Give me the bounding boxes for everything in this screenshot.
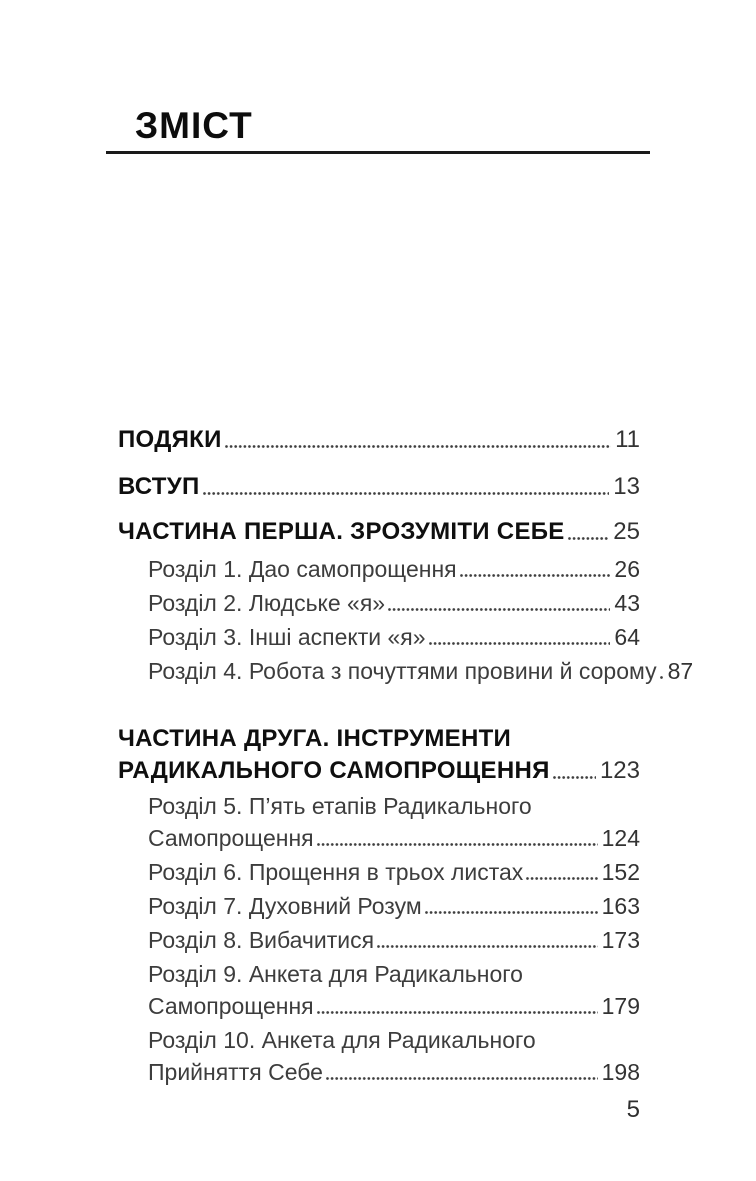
toc-entry-page: 11 [615, 426, 640, 453]
toc-entry [118, 587, 640, 619]
dot-leader [225, 424, 611, 456]
toc-entry [118, 553, 640, 585]
dot-leader [429, 621, 611, 653]
toc-entry-label: ЧАСТИНА ПЕРША. ЗРОЗУМІТИ СЕБЕ [118, 518, 565, 545]
toc-entry-label: Розділ 6. Прощення в трьох листах [148, 859, 524, 885]
toc-entry-label: Розділ 1. Дао самопрощення [148, 556, 457, 582]
toc-entry-label-line2: Прийняття Себе [148, 1059, 323, 1085]
toc-entry-page: 198 [601, 1059, 640, 1085]
dot-leader [425, 890, 598, 922]
toc-entry-page: 173 [601, 927, 640, 953]
toc-entry-label-line2: РАДИКАЛЬНОГО САМОПРОЩЕННЯ [118, 757, 550, 784]
toc-entry [118, 958, 640, 1022]
toc-entry-label-line1: ЧАСТИНА ДРУГА. ІНСТРУМЕНТИ [118, 725, 512, 752]
toc-entry [118, 516, 640, 548]
toc-entry-label: Розділ 8. Вибачитися [148, 927, 375, 953]
dot-leader [568, 516, 610, 548]
dot-leader [317, 822, 598, 854]
toc-entry-page: 152 [601, 859, 640, 885]
toc-entry-page: 123 [599, 757, 640, 784]
toc-entry [118, 471, 640, 503]
title-rule [106, 151, 650, 154]
toc-entry [118, 856, 640, 888]
toc-entry-label: Розділ 2. Людське «я» [148, 590, 386, 616]
page-title: ЗМІСТ [135, 105, 253, 146]
table-of-contents [118, 424, 694, 1088]
toc-entry-label-line2: Самопрощення [148, 825, 314, 851]
toc-entry-page: 25 [613, 518, 640, 545]
dot-leader [388, 587, 610, 619]
toc-entry [118, 655, 694, 687]
dot-leader [326, 1056, 598, 1088]
toc-entry-label-line1: Розділ 9. Анкета для Радикального [148, 961, 523, 987]
toc-entry-page: 124 [601, 825, 640, 851]
toc-entry [118, 924, 640, 956]
toc-entry [118, 723, 640, 787]
toc-entry-label-line1: Розділ 5. П’ять етапів Радикального [148, 793, 532, 819]
page-number: 5 [626, 1096, 640, 1123]
dot-leader [553, 755, 596, 787]
toc-entry-label-line1: Розділ 10. Анкета для Радикального [148, 1027, 536, 1053]
toc-entry-page: 26 [614, 556, 640, 582]
dot-leader [377, 924, 598, 956]
toc-entry-label: ВСТУП [118, 473, 200, 500]
toc-entry [118, 1024, 640, 1088]
dot-leader [460, 553, 611, 585]
toc-entry-page: 13 [613, 473, 640, 500]
toc-entry-page: 179 [601, 993, 640, 1019]
dot-leader [526, 856, 597, 888]
dot-leader [203, 471, 610, 503]
toc-entry [118, 790, 640, 854]
toc-entry-page: 87 [667, 658, 694, 684]
dot-leader [660, 655, 664, 687]
toc-entry-label: Розділ 3. Інші аспекти «я» [148, 624, 426, 650]
toc-entry-page: 163 [601, 893, 640, 919]
toc-entry-label: ПОДЯКИ [118, 426, 222, 453]
toc-entry [118, 621, 640, 653]
toc-entry [118, 424, 640, 456]
toc-entry [118, 890, 640, 922]
toc-entry-page: 43 [614, 590, 640, 616]
toc-entry-page: 64 [614, 624, 640, 650]
toc-entry-label: Розділ 4. Робота з почуттями провини й сорому [148, 658, 657, 684]
dot-leader [317, 990, 598, 1022]
toc-entry-label: Розділ 7. Духовний Розум [148, 893, 422, 919]
toc-entry-label-line2: Самопрощення [148, 993, 314, 1019]
